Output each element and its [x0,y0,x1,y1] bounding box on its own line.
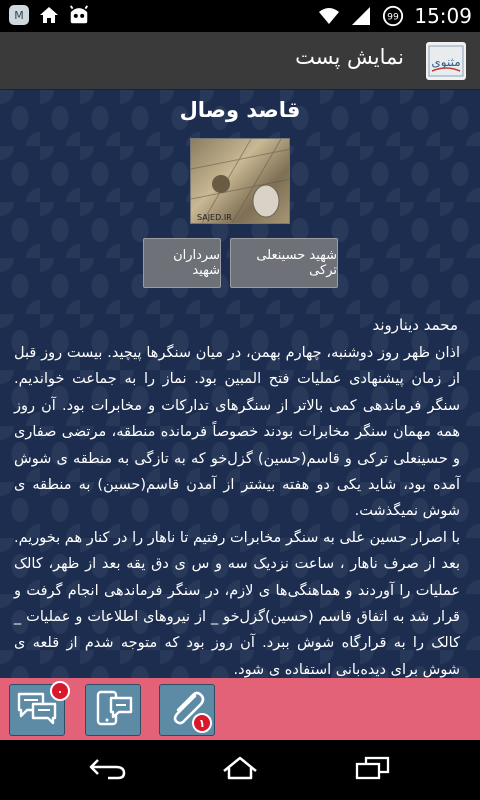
bottom-toolbar [0,678,480,740]
status-bar [0,0,480,32]
post-title: قاصد وصال [179,98,301,122]
recent-apps-icon [352,755,392,785]
android-icon [68,4,90,26]
home-outline-icon [220,755,260,785]
phone-chat-icon [91,688,135,732]
post-content[interactable] [0,90,480,678]
messenger-icon [8,4,30,26]
signal-icon [350,5,372,27]
svg-text:M: M [14,9,24,22]
system-nav-bar [0,740,480,800]
recent-apps-button[interactable] [350,755,394,785]
share-message-button[interactable] [85,684,141,736]
action-bar [0,32,480,90]
logo-text: مثنوی [431,55,461,69]
tag-button-martyr-commanders[interactable]: سرداران شهید [143,238,221,288]
comments-badge: ۰ [50,681,70,701]
battery-level: 99 [387,11,400,23]
wifi-icon [318,5,340,27]
post-body [14,340,460,678]
back-arrow-icon [88,756,128,784]
post-paragraph: اذان ظهر روز دوشنبه، چهارم بهمن، در میان سنگرها پیچید. بیست روز قبل از زمان پیشنهادی عملیات فتح المبین بود. نماز را به جماعت خواندیم. سنگر فرماندهی کمی بالاتر از سنگرهای تدارکات و مخابرات بود. آن روز همه مهمان سنگر مخابرات بودند خصوصاً فرمانده منطقه، مرتضی صفاری و حسینعلی ترکی و قاسم(حسین) گزل‌خو که به تازگی به منطقه ی شوش آمده بود، شاید یکی دو هفته بیشتر از آمدن قاسم(حسین) به منطقه ی شوش نمیگذشت. [14,345,460,520]
app-logo[interactable] [426,42,466,80]
home-button[interactable] [218,755,262,785]
post-author: محمد دیناروند [372,316,458,334]
attachments-badge: ۱ [192,713,212,733]
image-credit: SAJED.IR [197,213,232,222]
attachments-button[interactable] [159,684,215,736]
comments-button[interactable] [9,684,65,736]
post-image[interactable] [190,138,290,224]
back-button[interactable] [86,755,130,785]
home-icon [38,4,60,26]
page-title: نمایش پست [295,45,404,69]
post-paragraph: با اصرار حسین علی به سنگر مخابرات رفتیم تا ناهار را در کنار هم بخوریم. بعد از صرف ناهار ، ساعت نزدیک سه و س ی دق یقه بعد از ظهر، کالک عملیات را آوردند و هماهنگی‌ها ی لازم، در سنگر فرماندهی انجام گرفت و قرار شد به اتفاق قاسم (حسین)گزل‌خو _ از نیروهای اطلاعات و عملیات _ کالک را به قرارگاه شوش ببرد. آن روز بود که متوجه شدم از قلعه ی شوش برای دیده‌بانی استفاده ی شود. [14,529,460,678]
battery-icon [382,5,404,27]
status-clock: 15:09 [414,4,472,28]
tag-button-hosseinali-torki[interactable]: شهید حسینعلی ترکی [230,238,338,288]
